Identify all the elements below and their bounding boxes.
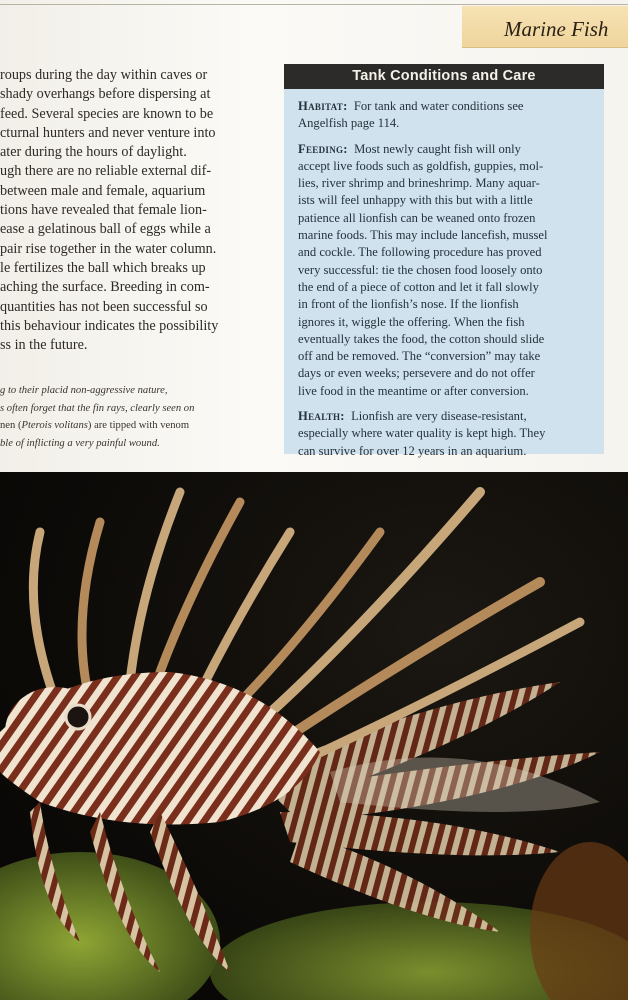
feeding-line: very successful: tie the chosen food loosely onto <box>298 262 543 277</box>
lionfish-illustration <box>0 472 628 1000</box>
tank-conditions-box <box>284 64 604 458</box>
caption-text: ) are tipped with venom <box>87 420 190 432</box>
body-text-column <box>0 66 264 355</box>
spacer <box>298 400 594 408</box>
body-line: cturnal hunters and never venture into <box>0 124 216 141</box>
top-rule <box>0 4 628 5</box>
feeding-line: and cockle. The following procedure has proved <box>298 245 542 260</box>
body-line: between male and female, aquarium <box>0 182 206 199</box>
feeding-line: the end of a piece of cotton and let it fall slowly <box>298 279 539 294</box>
body-line: ugh there are no reliable external dif- <box>0 163 212 180</box>
habitat-label: Habitat: <box>298 99 348 113</box>
section-title: Marine Fish <box>504 17 609 41</box>
feeding-label: Feeding: <box>298 141 348 156</box>
feeding-line: live food in the meantime or after conversion. <box>298 383 529 398</box>
feeding-line: eventually takes the food, the cotton should slide <box>298 331 545 346</box>
health-line: especially where water quality is kept high. They <box>298 426 546 441</box>
feeding-line: lies, river shrimp and brineshrimp. Many aquar- <box>298 176 540 191</box>
feeding-line: days or even weeks; persevere and do not offer <box>298 366 535 381</box>
body-line: le fertilizes the ball which breaks up <box>0 259 206 276</box>
feeding-line: accept live foods such as goldfish, guppies, mol- <box>298 158 544 173</box>
spacer <box>298 133 594 141</box>
care-box-title: Tank Conditions and Care <box>284 64 604 89</box>
lionfish-eye <box>66 705 90 729</box>
caption-line: s often forget that the fin rays, clearly seen on <box>0 402 195 414</box>
feeding-line: in front of the lionfish’s nose. If the lionfish <box>298 297 519 312</box>
care-box-body <box>298 98 594 460</box>
body-line: ater during the hours of daylight. <box>0 144 187 161</box>
habitat-text: For tank and water conditions see <box>353 99 524 113</box>
feeding-line: marine foods. This may include lancefish, mussel <box>298 228 548 243</box>
photo-caption <box>0 382 268 452</box>
body-line: aching the surface. Breeding in com- <box>0 279 210 296</box>
body-line: this behaviour indicates the possibility <box>0 317 219 334</box>
lionfish-head <box>5 687 105 777</box>
body-line: shady overhangs before dispersing at <box>0 86 211 103</box>
habitat-line <box>298 98 594 115</box>
body-line: tions have revealed that female lion- <box>0 202 207 219</box>
habitat-line: Angelfish page 114. <box>298 116 400 131</box>
feeding-line: off and be removed. The “conversion” may take <box>298 349 541 364</box>
body-line: roups during the day within caves or <box>0 67 208 83</box>
caption-text: nen ( <box>0 420 22 432</box>
health-line <box>298 408 594 425</box>
health-line: can survive for over 12 years in an aquarium. <box>298 443 527 458</box>
body-line: feed. Several species are known to be <box>0 105 214 122</box>
caption-line: g to their placid non-aggressive nature, <box>0 385 168 396</box>
body-line: ss in the future. <box>0 337 88 354</box>
section-tab <box>462 6 628 48</box>
coral-right <box>530 842 628 1000</box>
body-line: pair rise together in the water column. <box>0 240 217 257</box>
feeding-line: patience all lionfish can be weaned onto frozen <box>298 210 536 225</box>
feeding-line: ignores it, wiggle the offering. When the fish <box>298 314 525 329</box>
body-line: quantities has not been successful so <box>0 298 208 315</box>
feeding-text: Most newly caught fish will only <box>354 141 521 156</box>
body-line: ease a gelatinous ball of eggs while a <box>0 221 211 238</box>
health-text: Lionfish are very disease-resistant, <box>351 409 527 424</box>
species-name: Pterois volitans <box>21 420 88 432</box>
caption-line: ble of inflicting a very painful wound. <box>0 437 160 449</box>
lionfish-photo <box>0 472 628 1000</box>
health-label: Health: <box>298 409 345 424</box>
caption-line <box>0 417 268 435</box>
feeding-line: ists will feel unhappy with this but with a little <box>298 193 533 208</box>
feeding-line <box>298 141 594 158</box>
